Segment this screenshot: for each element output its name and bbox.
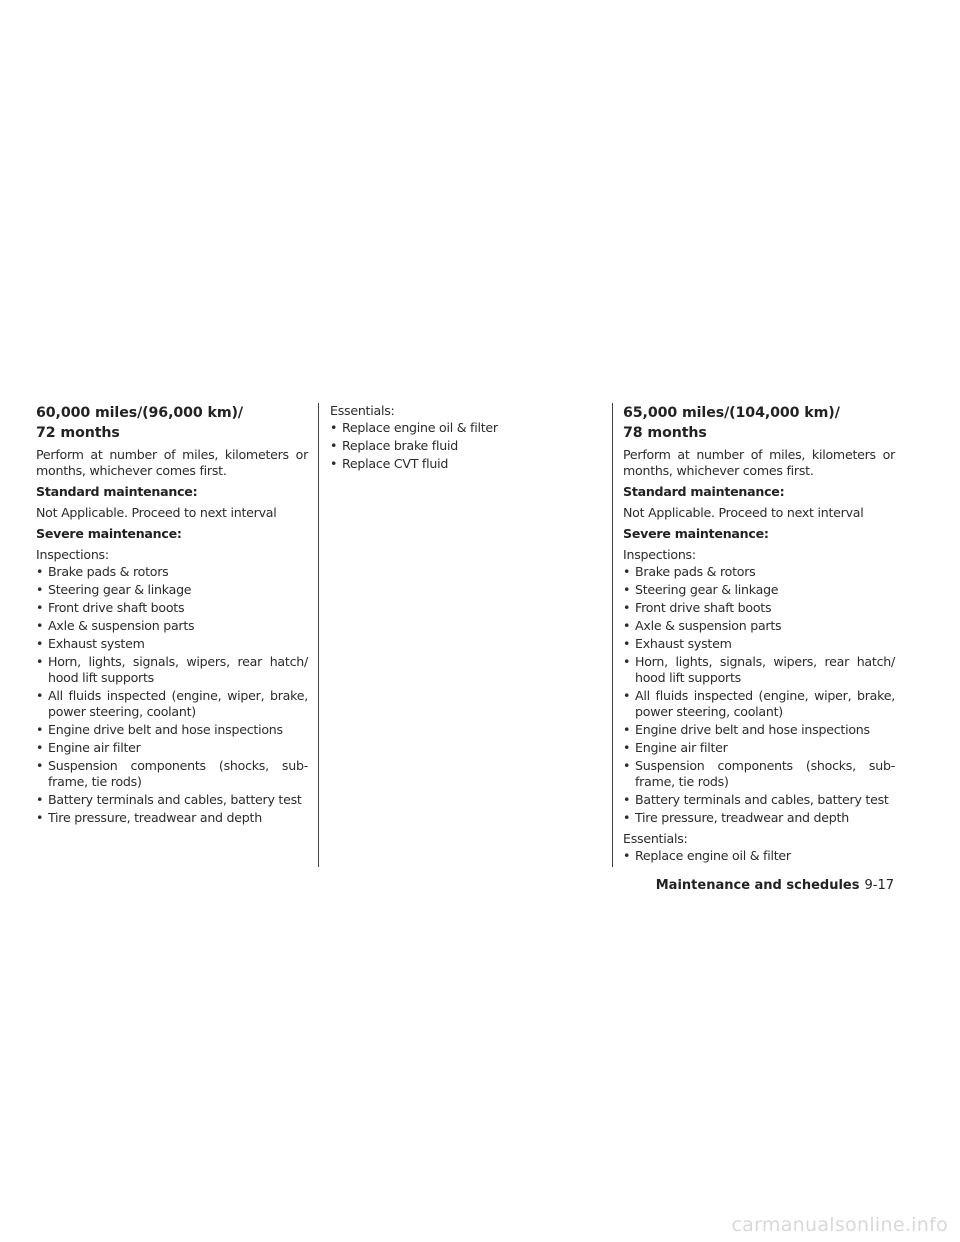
- column-2: [330, 403, 510, 477]
- section-1-inspections-list: [36, 564, 308, 826]
- list-item: • Steering gear & linkage: [623, 582, 895, 598]
- list-item: • Tire pressure, treadwear and depth: [623, 810, 895, 826]
- column-divider-1: [318, 403, 319, 867]
- section-2-intro: Perform at number of miles, kilometers or months, whichever comes first.: [623, 447, 895, 478]
- list-item: • Steering gear & linkage: [36, 582, 308, 598]
- footer-page-number: 9-17: [864, 878, 894, 893]
- watermark: carmanualsonline.info: [731, 1214, 948, 1236]
- list-item: • Replace engine oil & filter: [330, 420, 510, 436]
- list-item: • Front drive shaft boots: [623, 600, 895, 616]
- list-item: • Replace CVT fluid: [330, 456, 510, 472]
- list-item: • Axle & suspension parts: [623, 618, 895, 634]
- section-1-standard-text: Not Applicable. Proceed to next interval: [36, 505, 277, 520]
- section-1-standard-heading: Standard maintenance:: [36, 484, 198, 499]
- section-2-inspections-list: [623, 564, 895, 826]
- list-item: • Battery terminals and cables, battery test: [623, 792, 895, 808]
- list-item: • Exhaust system: [623, 636, 895, 652]
- list-item: • Engine air filter: [36, 740, 308, 756]
- section-1-inspections-label: Inspections:: [36, 547, 109, 562]
- section-1-intro: Perform at number of miles, kilometers or months, whichever comes first.: [36, 447, 308, 478]
- list-item: • Axle & suspension parts: [36, 618, 308, 634]
- section-1-severe-heading: Severe maintenance:: [36, 526, 182, 541]
- list-item: • Battery terminals and cables, battery test: [36, 792, 308, 808]
- list-item: • Engine air filter: [623, 740, 895, 756]
- list-item: • Engine drive belt and hose inspections: [36, 722, 308, 738]
- list-item: • Brake pads & rotors: [36, 564, 308, 580]
- section-2-standard-heading: Standard maintenance:: [623, 484, 785, 499]
- section-2-standard-text: Not Applicable. Proceed to next interval: [623, 505, 864, 520]
- list-item: • Horn, lights, signals, wipers, rear hatch/ hood lift supports: [623, 654, 895, 686]
- page-footer: [656, 878, 894, 893]
- list-item: • Front drive shaft boots: [36, 600, 308, 616]
- section-2-title-line1: 65,000 miles/(104,000 km)/: [623, 405, 840, 421]
- list-item: • Engine drive belt and hose inspections: [623, 722, 895, 738]
- section-2-title-line2: 78 months: [623, 425, 707, 441]
- footer-section-name: Maintenance and schedules: [655, 878, 860, 893]
- section-1-essentials-list: [330, 420, 510, 472]
- section-2-severe-heading: Severe maintenance:: [623, 526, 769, 541]
- list-item: • Replace brake fluid: [330, 438, 510, 454]
- section-2-title: [623, 403, 895, 443]
- list-item: • Suspension components (shocks, sub-frame, tie rods): [36, 758, 308, 790]
- list-item: • Horn, lights, signals, wipers, rear hatch/ hood lift supports: [36, 654, 308, 686]
- section-1-title-line1: 60,000 miles/(96,000 km)/: [36, 405, 244, 421]
- list-item: • All fluids inspected (engine, wiper, brake, power steering, coolant): [36, 688, 308, 720]
- list-item: • Tire pressure, treadwear and depth: [36, 810, 308, 826]
- column-divider-2: [612, 403, 613, 867]
- section-2-essentials-list: [623, 848, 895, 864]
- section-1-title-line2: 72 months: [36, 425, 120, 441]
- section-2-inspections-label: Inspections:: [623, 547, 696, 562]
- column-3: [623, 403, 895, 869]
- column-1: [36, 403, 308, 831]
- list-item: • Brake pads & rotors: [623, 564, 895, 580]
- list-item: • Replace engine oil & filter: [623, 848, 895, 864]
- list-item: • Exhaust system: [36, 636, 308, 652]
- section-1-essentials-label: Essentials:: [330, 403, 395, 418]
- list-item: • All fluids inspected (engine, wiper, brake, power steering, coolant): [623, 688, 895, 720]
- section-2-essentials-label: Essentials:: [623, 831, 688, 846]
- section-1-title: [36, 403, 308, 443]
- list-item: • Suspension components (shocks, sub-frame, tie rods): [623, 758, 895, 790]
